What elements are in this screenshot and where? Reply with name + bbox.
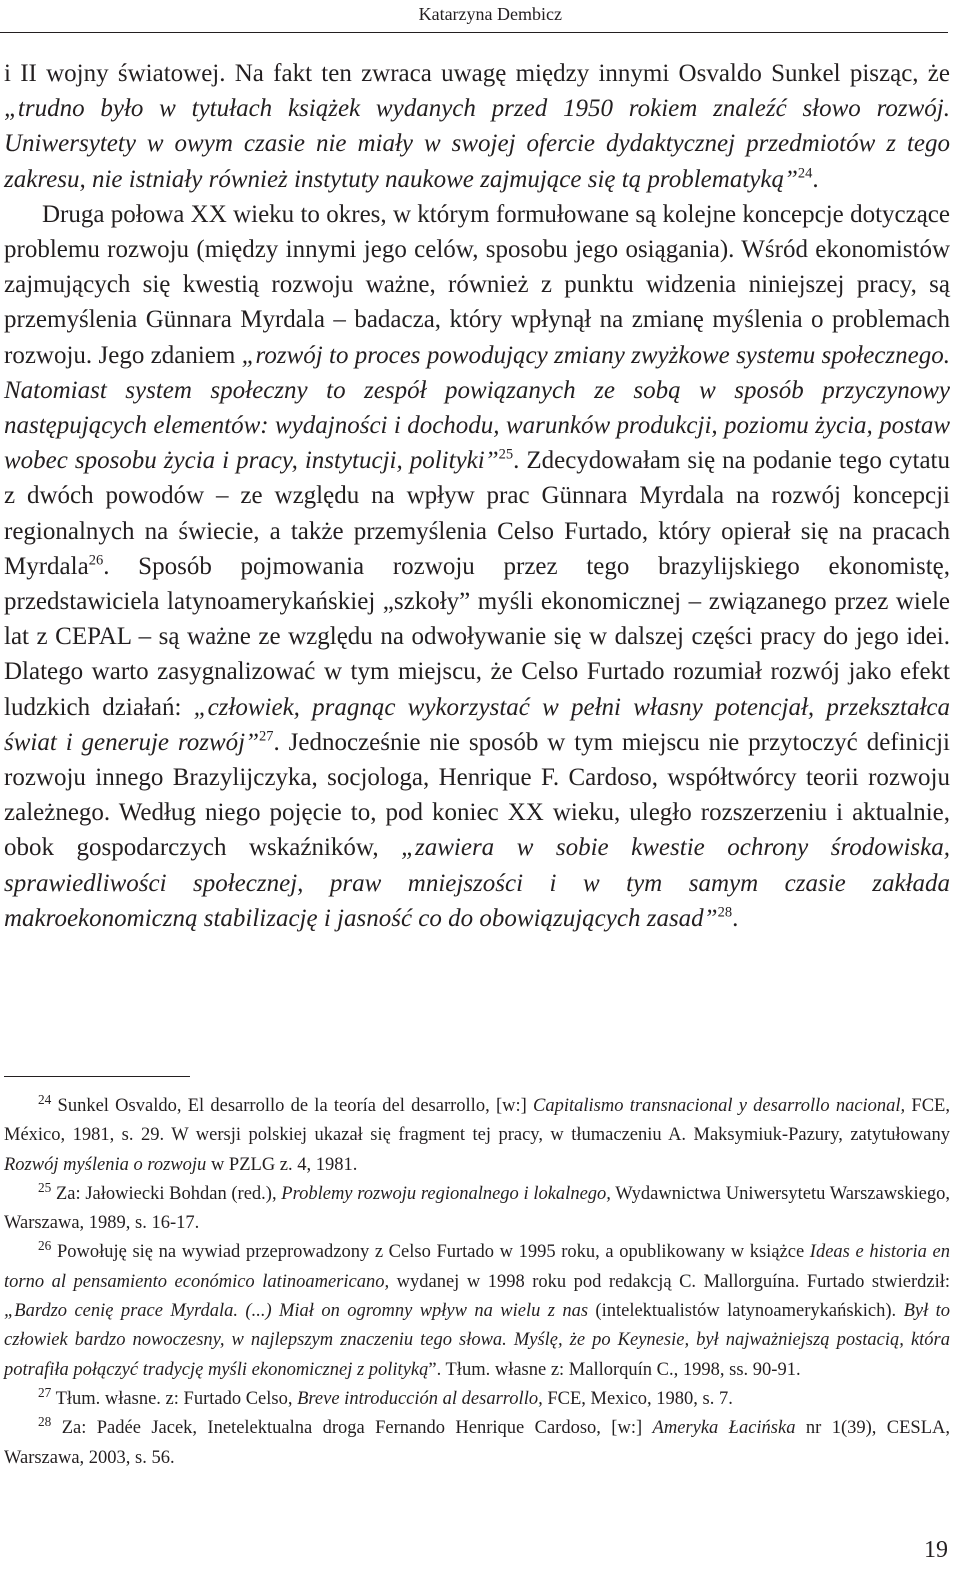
- footnote-27: [4, 1385, 950, 1414]
- footnotes: [4, 1092, 950, 1473]
- footnote-number: 26: [38, 1238, 52, 1254]
- footnote-24: [4, 1092, 950, 1180]
- running-header-author: Katarzyna Dembicz: [418, 4, 562, 24]
- text-run: (intelektualistów latynoamerykańskich).: [588, 1301, 904, 1322]
- footnote-ref-25: 25: [498, 446, 514, 463]
- page-number: 19: [924, 1537, 948, 1563]
- text-run: nr 1(39), CESLA, Warszawa, 2003, s. 56.: [4, 1418, 950, 1468]
- text-run: Tłum. własne. z: Furtado Celso,: [51, 1388, 298, 1409]
- text-run: . Jednocześnie nie sposób w tym miejscu nie przytoczyć definicji rozwoju innego Brazylijczyka, socjologa, Henrique F. Cardoso, współtwórcy teorii rozwoju zależnego. Według niego pojęcie to, pod koniec XX wieku, uległo rozszerzeniu i aktualnie, obok gospodarczych wskaźników,: [4, 728, 950, 862]
- footnote-26: [4, 1238, 950, 1384]
- text-run: . Zdecydowałam się na podanie tego cytatu z dwóch powodów – ze względu na wpływ prac Günnara Myrdala na rozwój koncepcji regionalnych na świecie, a także przemyślenia Celso Furtado, który opierał się na pracach Myrdala: [4, 447, 950, 580]
- text-run: . Sposób pojmowania rozwoju przez tego brazylijskiego ekonomistę, przedstawiciela latynoamerykańskiej „szkoły” myśli ekonomicznej – związanego przez wiele lat z CEPAL – są ważne ze względu na odwoływanie się w dalszej części pracy do jego idei. Dlatego warto zasygnalizować w tym miejscu, że Celso Furtado rozumiał rozwój jako efekt ludzkich działań:: [4, 552, 950, 721]
- text-run: i II wojny światowej. Na fakt ten zwraca uwagę między innymi Osvaldo Sunkel pisząc, że: [4, 60, 950, 87]
- text-run: FCE, México, 1981, s. 29. W wersji polskiej ukazał się fragment tej pracy, w tłumaczeniu A. Maksymiuk-Pazury, zatytułowany: [4, 1096, 950, 1146]
- text-run-italic: Breve introducción al desarrollo,: [297, 1388, 543, 1409]
- footnote-number: 27: [38, 1384, 52, 1400]
- footnote-number: 25: [38, 1179, 52, 1195]
- text-run-italic: Był to człowiek bardzo nowoczesny, w najlepszym znaczeniu tego słowa. Myślę, że po Keynesie, był najważniejszą postacią, która potrafiła połączyć tradycję myśli ekonomicznej z polityką: [4, 1301, 950, 1380]
- footnote-number: 28: [38, 1414, 52, 1430]
- text-run: Wydawnictwa Uniwersytetu Warszawskiego, Warszawa, 1989, s. 16-17.: [4, 1183, 950, 1234]
- quote-cardoso: „zawiera w sobie kwestie ochrony środowiska, sprawiedliwości społecznej, praw mniejszości i w tym samym czasie zakłada makroekonomiczną stabilizację i jasność co do obowiązujących zasad”: [4, 834, 950, 932]
- footnote-28: [4, 1414, 950, 1473]
- footnote-ref-24: 24: [797, 165, 813, 182]
- text-run-italic: Capitalismo transnacional y desarrollo nacional,: [533, 1096, 906, 1116]
- header-divider: [0, 32, 948, 33]
- text-run: .: [812, 165, 819, 193]
- footnote-ref-26: 26: [88, 552, 104, 569]
- text-run-italic: Rozwój myślenia o rozwoju: [4, 1154, 207, 1175]
- quote-sunkel: „trudno było w tytułach książek wydanych przed 1950 rokiem znaleźć słowo rozwój. Uniwersytety w owym czasie nie miały w swojej ofercie dydaktycznej przedmiotów z tego zakresu, nie istniały również instytuty naukowe zajmujące się tą problematyką”: [4, 95, 950, 193]
- footnote-separator: [4, 1076, 190, 1077]
- text-run: Druga połowa XX wieku to okres, w którym formułowane są kolejne koncepcje dotyczące problemu rozwoju (między innymi jego celów, sposobu jego osiągania). Wśród ekonomistów zajmujących się kwestią rozwoju ważne, również z punktu widzenia niniejszej pracy, są przemyślenia Günnara Myrdala – badacza, który wpłynął na zmianę myślenia o problemach rozwoju. Jego zdaniem: [4, 200, 950, 369]
- footnote-ref-27: 27: [258, 728, 274, 745]
- text-run: Za: Jałowiecki Bohdan (red.),: [51, 1183, 282, 1204]
- text-run-italic: Problemy rozwoju regionalnego i lokalnego,: [281, 1183, 611, 1204]
- text-run: wydanej w 1998 roku pod redakcją C. Mallorguína. Furtado stwierdził:: [389, 1271, 950, 1292]
- text-run-italic: Ameryka Łacińska: [652, 1418, 796, 1439]
- text-run: Za: Padée Jacek, Inetelektualna droga Fernando Henrique Cardoso, [w:]: [51, 1418, 653, 1439]
- quote-myrdal: „rozwój to proces powodujący zmiany zwyżkowe systemu społecznego. Natomiast system społeczny to zespół powiązanych ze sobą w sposób przyczynowy następujących elementów: wydajności i dochodu, warunków produkcji, poziomu życia, postaw wobec sposobu życia i pracy, instytucji, polityki”: [4, 341, 950, 475]
- text-run-italic: „Bardzo cenię prace Myrdala. (...) Miał on ogromny wpływ na wielu z nas: [4, 1301, 589, 1322]
- text-run: w PZLG z. 4, 1981.: [206, 1154, 358, 1175]
- text-run-italic: Ideas e historia en torno al pensamiento económico latinoamericano,: [4, 1242, 950, 1292]
- text-run: Powołuję się na wywiad przeprowadzony z Celso Furtado w 1995 roku, a opublikowany w książce: [51, 1242, 810, 1263]
- text-run: Sunkel Osvaldo, El desarrollo de la teoría del desarrollo, [w:]: [51, 1096, 533, 1116]
- footnote-25: [4, 1180, 950, 1239]
- main-text: [4, 56, 950, 936]
- quote-furtado: „człowiek, pragnąc wykorzystać w pełni własny potencjał, przekształca świat i generuje rozwój”: [4, 693, 950, 756]
- paragraph-1: [4, 56, 950, 197]
- text-run: .: [732, 904, 739, 932]
- footnote-number: 24: [38, 1091, 52, 1107]
- text-run: ”. Tłum. własne z: Mallorquín C., 1998, ss. 90-91.: [428, 1359, 801, 1380]
- paragraph-2: [4, 197, 950, 936]
- text-run: FCE, Mexico, 1980, s. 7.: [542, 1388, 733, 1409]
- footnote-ref-28: 28: [717, 904, 733, 921]
